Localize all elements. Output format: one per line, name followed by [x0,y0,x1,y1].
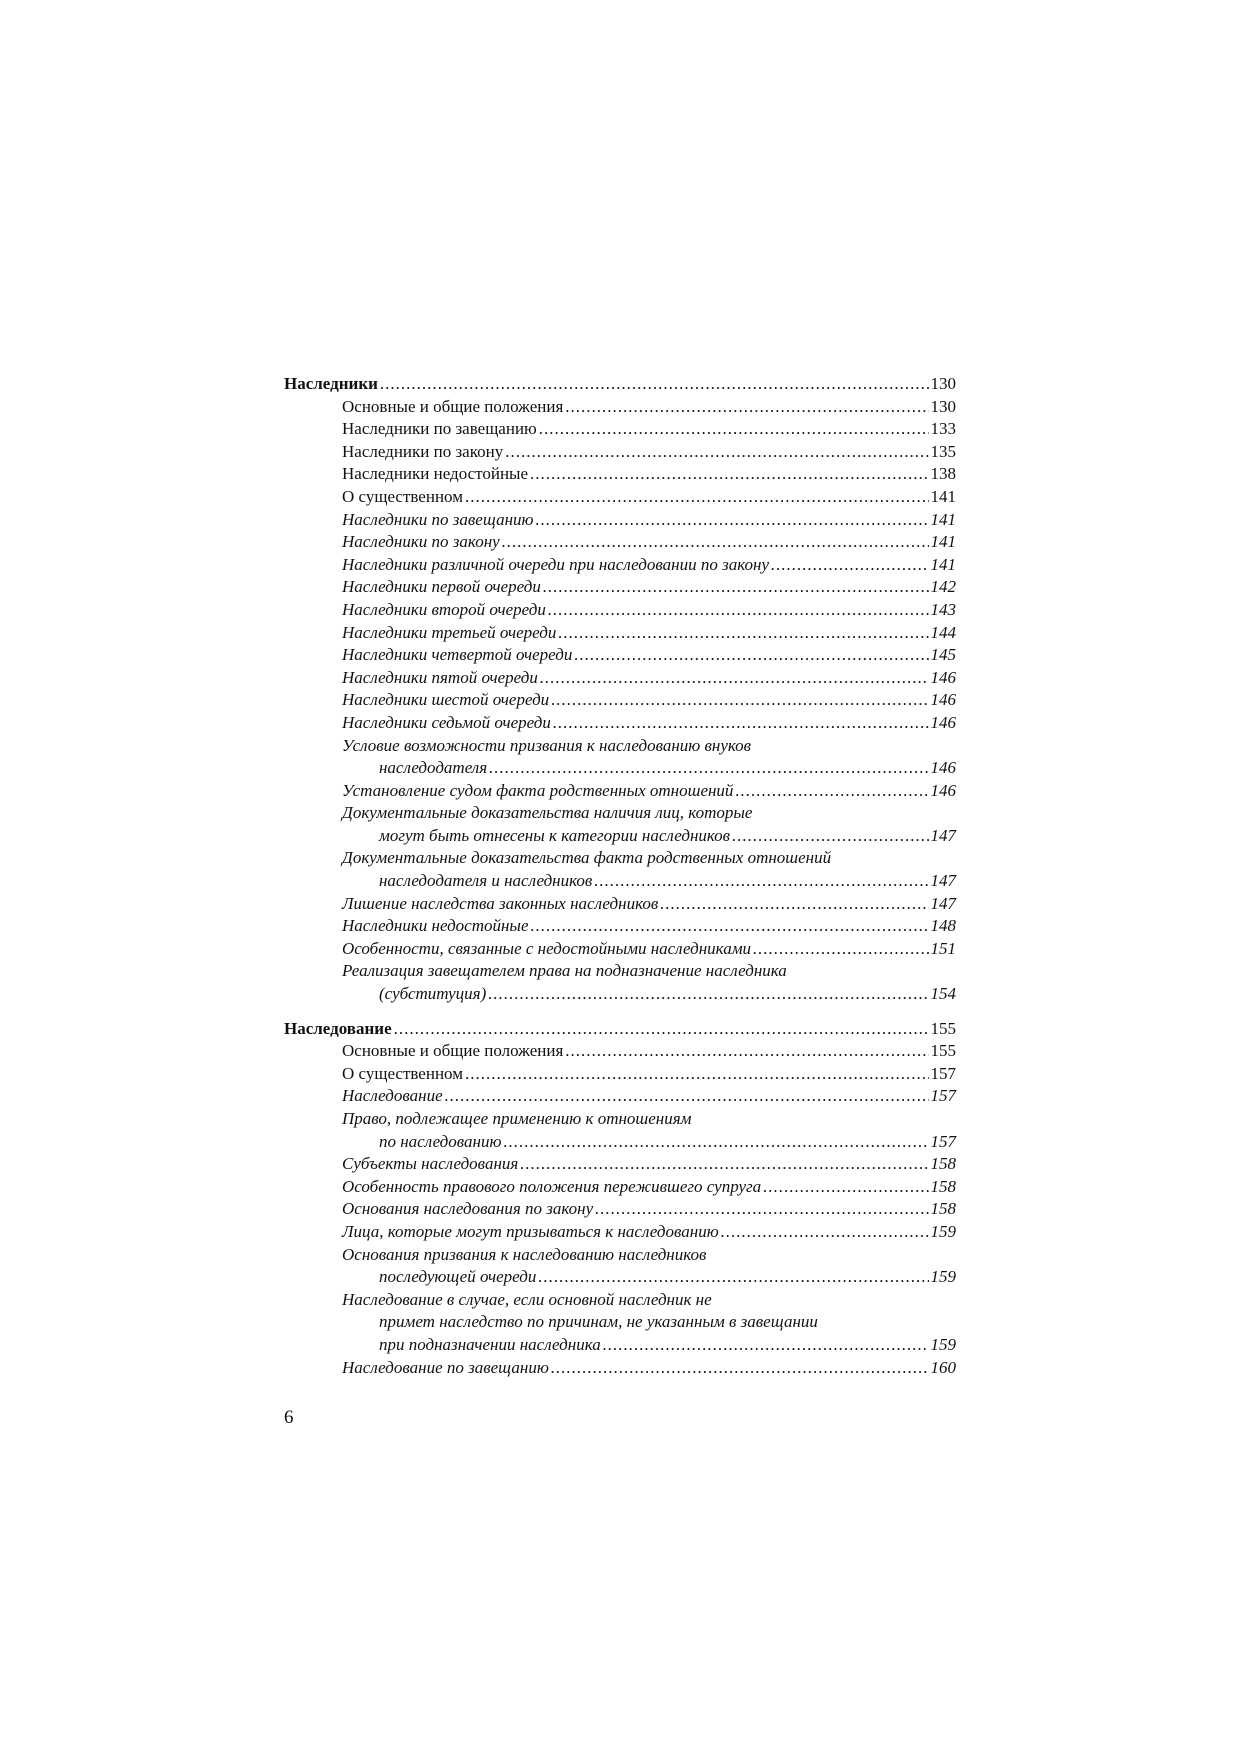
dot-leader [489,757,928,780]
toc-page-number: 141 [930,509,956,529]
toc-page-number: 147 [930,871,956,891]
toc-page-number: 135 [930,441,956,461]
dot-leader [553,712,929,735]
toc-page-number: 159 [930,1221,956,1241]
toc-page-number: 157 [930,1131,956,1151]
toc-entry-title: Особенности, связанные с недостойными наследниками [342,938,752,958]
toc-entry [284,1289,956,1312]
toc-entry-title: Право, подлежащее применению к отношениям [342,1109,692,1128]
toc-page-number: 144 [930,622,956,642]
dot-leader [594,870,928,893]
toc-page-number: 141 [930,532,956,552]
toc-entry-continuation [284,1311,956,1334]
toc-entry-title: Реализация завещателем права на подназначение наследника [342,961,787,981]
toc-entry-title: Наследники по закону [342,441,504,461]
toc-entry-title: Особенность правового положения пережившего супруга [342,1176,762,1196]
toc-page-number: 151 [930,938,956,958]
toc-page-number: 157 [930,1086,956,1106]
toc-entry-continuation [284,757,956,780]
toc-page-number: 147 [930,893,956,913]
dot-leader [763,1176,928,1199]
toc-page-number: 146 [930,690,956,710]
toc-entry [284,531,956,554]
toc-entry [284,689,956,712]
toc-entry [284,735,956,758]
toc-entry [284,712,956,735]
toc-entry-title: О существенном [342,486,463,506]
toc-entry [284,554,956,577]
toc-entry-title: Наследники первой очереди [342,577,541,597]
dot-leader [548,599,929,622]
toc-entry-continuation [284,983,956,1006]
table-of-contents [284,373,956,1379]
toc-entry [284,418,956,441]
toc-entry-title: Наследники различной очереди при наследовании по закону [342,554,770,574]
toc-entry [284,599,956,622]
toc-entry-title: Основные и общие положения [342,1041,564,1061]
toc-entry-title: О существенном [342,1063,463,1083]
toc-entry-title: Документальные доказательства наличия лиц, которые [342,803,753,823]
toc-entry [284,780,956,803]
toc-page-number: 155 [930,1018,956,1038]
toc-section-heading [284,1018,956,1041]
dot-leader [771,554,928,577]
dot-leader [380,373,929,396]
toc-entry-title: Условие возможности призвания к наследованию внуков [342,735,752,755]
toc-entry-continuation [284,825,956,848]
toc-entry-title: Основания наследования по закону [342,1199,594,1219]
toc-entry-title: Основные и общие положения [342,396,564,416]
toc-entry [284,1063,956,1086]
dot-leader [530,463,928,486]
dot-leader [502,531,929,554]
toc-page-number: 158 [930,1176,956,1196]
toc-entry [284,915,956,938]
toc-page-number: 143 [930,599,956,619]
dot-leader [538,1266,928,1289]
toc-entry-title: последующей очереди [379,1267,537,1287]
dot-leader [595,1198,928,1221]
toc-entry-title: Субъекты наследования [342,1154,519,1174]
toc-page-number: 133 [930,419,956,439]
toc-entry [284,938,956,961]
toc-entry [284,463,956,486]
toc-entry-title: Наследники четвертой очереди [342,645,573,665]
dot-leader [394,1018,929,1041]
toc-page-number: 145 [930,645,956,665]
toc-entry [284,802,956,825]
toc-section [284,1018,956,1380]
toc-entry [284,960,956,983]
toc-page-number: 158 [930,1199,956,1219]
dot-leader [503,1131,928,1154]
dot-leader [551,689,928,712]
dot-leader [465,486,929,509]
toc-entry-title: наследодателя [379,758,488,778]
toc-page-number: 146 [930,712,956,732]
toc-page-number: 148 [930,916,956,936]
toc-entry [284,847,956,870]
toc-entry-title: Наследники недостойные [342,464,529,484]
dot-leader [735,780,928,803]
toc-entry-title: Наследование [342,1086,443,1106]
toc-page-number: 160 [930,1357,956,1377]
toc-entry-title: Наследование по завещанию [342,1357,549,1377]
toc-entry [284,1198,956,1221]
toc-section [284,373,956,1006]
dot-leader [540,667,929,690]
toc-entry-title: Наследники по закону [342,532,500,552]
dot-leader [520,1153,928,1176]
dot-leader [565,1040,928,1063]
toc-entry-title: Лишение наследства законных наследников [342,893,659,913]
toc-entry [284,893,956,916]
dot-leader [732,825,928,848]
dot-leader [543,576,929,599]
dot-leader [505,441,928,464]
dot-leader [574,644,928,667]
toc-entry [284,1108,956,1131]
toc-entry-continuation [284,1334,956,1357]
toc-entry [284,667,956,690]
toc-page-number: 147 [930,825,956,845]
toc-page-number: 157 [930,1063,956,1083]
toc-page-number: 146 [930,780,956,800]
dot-leader [536,509,929,532]
toc-page-number: 138 [930,464,956,484]
toc-entry-continuation [284,1131,956,1154]
toc-entry-title: Наследование [284,1018,392,1038]
dot-leader [565,396,928,419]
dot-leader [539,418,929,441]
toc-entry-title: Наследники по завещанию [342,419,537,439]
toc-entry [284,644,956,667]
dot-leader [660,893,928,916]
toc-entry-title: Наследники седьмой очереди [342,712,551,732]
toc-section-heading [284,373,956,396]
toc-page-number: 142 [930,577,956,597]
toc-page-number: 155 [930,1041,956,1061]
toc-entry [284,1176,956,1199]
toc-entry [284,622,956,645]
toc-page-number: 130 [930,396,956,416]
toc-entry [284,486,956,509]
dot-leader [465,1063,929,1086]
toc-entry [284,1153,956,1176]
toc-entry-title: Наследники пятой очереди [342,667,538,687]
page-number: 6 [284,1407,294,1428]
toc-entry-continuation [284,870,956,893]
toc-entry [284,396,956,419]
toc-entry [284,1221,956,1244]
toc-entry-title: Наследники по завещанию [342,509,534,529]
toc-entry-title: Лица, которые могут призываться к наследованию [342,1221,719,1241]
toc-entry-title: Наследники третьей очереди [342,622,557,642]
toc-entry-title: Наследники недостойные [342,916,529,936]
toc-entry-continuation [284,1266,956,1289]
dot-leader [488,983,928,1006]
toc-entry-title: наследодателя и наследников [379,871,593,891]
toc-entry-title: Документальные доказательства факта родственных отношений [342,848,832,868]
toc-page-number: 130 [930,374,956,393]
toc-entry-title: Наследники шестой очереди [342,690,550,710]
toc-entry-title: (субституция) [379,984,487,1004]
toc-entry-title: Установление судом факта родственных отношений [342,780,734,800]
toc-entry-title: могут быть отнесены к категории наследников [379,825,731,845]
toc-entry-title: Наследники [284,374,378,393]
toc-entry-title: Основания призвания к наследованию наследников [342,1244,707,1264]
toc-entry [284,441,956,464]
dot-leader [558,622,928,645]
toc-entry-title: при подназначении наследника [379,1334,601,1354]
toc-entry [284,1085,956,1108]
dot-leader [531,915,929,938]
toc-entry [284,509,956,532]
toc-page-number: 159 [930,1334,956,1354]
toc-page-number: 154 [930,984,956,1004]
toc-entry-title: по наследованию [379,1131,502,1151]
dot-leader [603,1334,929,1357]
toc-page-number: 146 [930,758,956,778]
toc-entry-title: примет наследство по причинам, не указанным в завещании [379,1312,818,1332]
toc-entry [284,1244,956,1267]
toc-entry [284,1040,956,1063]
toc-page-number: 158 [930,1154,956,1174]
toc-page-number: 159 [930,1267,956,1287]
toc-page-number: 141 [930,554,956,574]
dot-leader [551,1357,929,1380]
toc-entry [284,1357,956,1380]
toc-entry [284,576,956,599]
dot-leader [721,1221,929,1244]
toc-entry-title: Наследование в случае, если основной наследник не [342,1289,712,1309]
toc-entry-title: Наследники второй очереди [342,599,546,619]
dot-leader [753,938,928,961]
toc-page-number: 146 [930,667,956,687]
dot-leader [445,1085,929,1108]
toc-page-number: 141 [930,486,956,506]
